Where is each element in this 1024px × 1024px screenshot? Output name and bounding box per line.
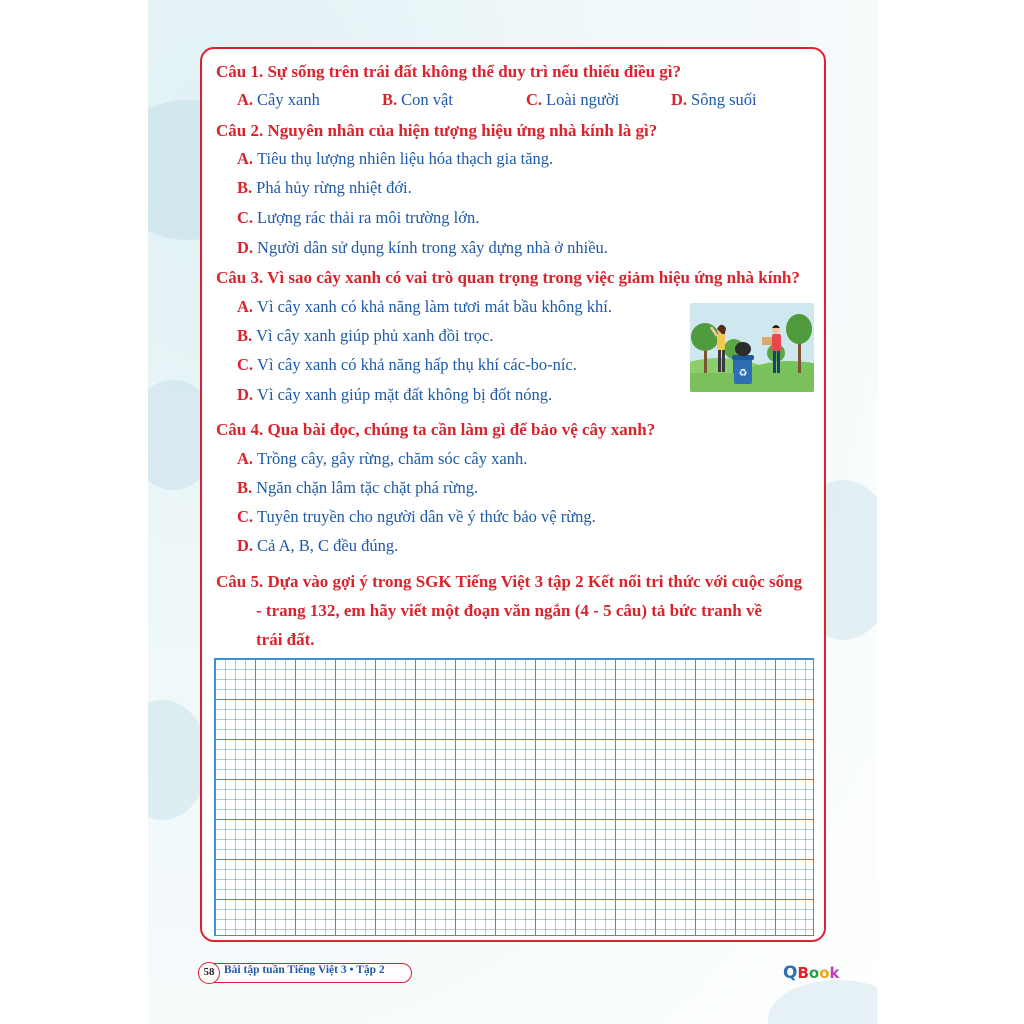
option-text: Vì cây xanh giúp phủ xanh đồi trọc. [256, 326, 494, 345]
question-5-prompt [216, 567, 816, 654]
option-letter: B. [382, 90, 398, 109]
question-2-option-c[interactable] [237, 208, 479, 228]
option-letter: A. [237, 297, 254, 316]
question-1-label: Câu 1. Sự sống trên trái đất không thể duy trì nếu thiếu điều gì? [216, 62, 682, 81]
option-letter: B. [237, 326, 253, 345]
option-text: Vì cây xanh có khả năng hấp thụ khí các-bo-níc. [257, 355, 577, 374]
option-text: Tuyên truyền cho người dân về ý thức bảo vệ rừng. [257, 507, 596, 526]
option-text: Loài người [546, 90, 620, 109]
question-3-option-c[interactable] [237, 355, 577, 375]
option-text: Con vật [401, 90, 453, 109]
option-text: Phá hủy rừng nhiệt đới. [256, 178, 412, 197]
option-text: Vì cây xanh có khả năng làm tươi mát bầu không khí. [257, 297, 612, 316]
question-5-line-1: Câu 5. Dựa vào gợi ý trong SGK Tiếng Việt 3 tập 2 Kết nối tri thức với cuộc sống [216, 572, 803, 591]
question-2-option-d[interactable] [237, 238, 608, 258]
option-letter: C. [526, 90, 543, 109]
option-letter: C. [237, 355, 254, 374]
option-text: Vì cây xanh giúp mặt đất không bị đốt nóng. [257, 385, 553, 404]
option-text: Trồng cây, gây rừng, chăm sóc cây xanh. [257, 449, 528, 468]
option-letter: D. [237, 385, 254, 404]
question-1-option-a[interactable] [237, 90, 320, 110]
question-4-option-d[interactable] [237, 536, 398, 556]
option-text: Cây xanh [257, 90, 320, 109]
option-letter: A. [237, 449, 254, 468]
option-letter: C. [237, 507, 254, 526]
question-4-option-b[interactable] [237, 478, 478, 498]
question-5-line-3: trái đất. [256, 630, 315, 649]
question-3-option-d[interactable] [237, 385, 552, 405]
option-letter: B. [237, 478, 253, 497]
question-3-option-b[interactable] [237, 326, 494, 346]
question-2-option-b[interactable] [237, 178, 412, 198]
option-letter: D. [237, 238, 254, 257]
option-letter: A. [237, 149, 254, 168]
writing-grid[interactable] [214, 658, 814, 936]
question-4-option-a[interactable] [237, 449, 527, 469]
svg-text:♻: ♻ [738, 368, 748, 379]
option-text: Cả A, B, C đều đúng. [257, 536, 399, 555]
page-number: 58 [198, 962, 220, 984]
option-letter: D. [671, 90, 688, 109]
book-title: Bài tập tuần Tiếng Việt 3 • Tập 2 [224, 964, 385, 976]
option-letter: D. [237, 536, 254, 555]
question-1-option-c[interactable] [526, 90, 619, 110]
option-text: Người dân sử dụng kính trong xây dựng nhà ở nhiều. [257, 238, 608, 257]
option-text: Tiêu thụ lượng nhiên liệu hóa thạch gia tăng. [257, 149, 554, 168]
question-3-option-a[interactable] [237, 297, 612, 317]
option-text: Sông suối [691, 90, 757, 109]
question-5-line-2: - trang 132, em hãy viết một đoạn văn ngắn (4 - 5 câu) tả bức tranh về [256, 601, 763, 620]
question-1-option-d[interactable] [671, 90, 757, 110]
publisher-logo: QBook [783, 963, 840, 983]
option-text: Lượng rác thải ra môi trường lớn. [257, 208, 480, 227]
question-4-option-c[interactable] [237, 507, 596, 527]
question-3-label: Câu 3. Vì sao cây xanh có vai trò quan trọng trong việc giảm hiệu ứng nhà kính? [216, 268, 800, 287]
option-letter: A. [237, 90, 254, 109]
question-2-option-a[interactable] [237, 149, 553, 169]
option-text: Ngăn chặn lâm tặc chặt phá rừng. [256, 478, 479, 497]
option-letter: C. [237, 208, 254, 227]
question-1-option-b[interactable] [382, 90, 453, 110]
question-2-label: Câu 2. Nguyên nhân của hiện tượng hiệu ứng nhà kính là gì? [216, 121, 658, 140]
option-letter: B. [237, 178, 253, 197]
question-4-label: Câu 4. Qua bài đọc, chúng ta cần làm gì để bảo vệ cây xanh? [216, 420, 656, 439]
recycling-people-illustration [690, 303, 814, 392]
